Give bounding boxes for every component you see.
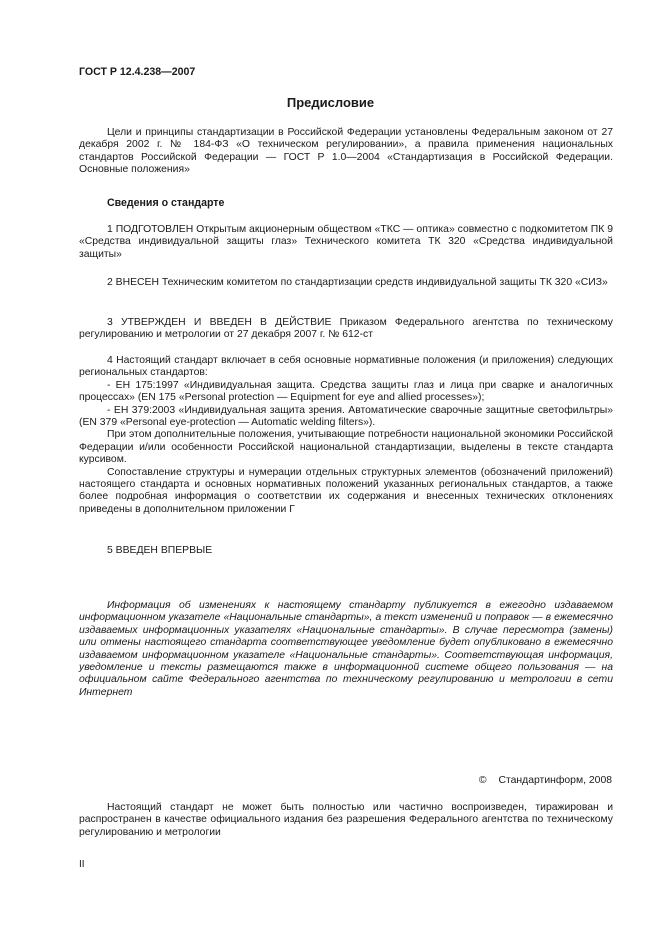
item-4-para-2: Сопоставление структуры и нумерации отдельных структурных элементов (обозначений приложений) настоящего стандарта и основных нормативных положений указанных региональных стандартов, а также более подробная информация о соответствии их содержания и внесенных технических отклонениях приведены в дополнительном приложении Г <box>79 466 613 515</box>
item-4-para-1: При этом дополнительные положения, учитывающие потребности национальной экономики Российской Федерации и/или особенности Российской национальной стандартизации, выделены в тексте стандарта курсивом. <box>79 429 613 466</box>
copyright-text: Стандартинформ, 2008 <box>498 775 612 786</box>
page-number: II <box>79 859 85 870</box>
copyright-symbol: © <box>478 775 487 786</box>
item-4-ref-1: - ЕН 175:1997 «Индивидуальная защита. Средства защиты глаз и лица при сварке и аналогичных процессах» (EN 175 «Personal protection — Equipment for eye and allied processes»); <box>79 379 613 404</box>
subheading: Сведения о стандарте <box>107 197 225 209</box>
page-title: Предисловие <box>286 95 375 110</box>
document-header: ГОСТ Р 12.4.238—2007 <box>79 66 196 78</box>
item-4 <box>79 355 613 516</box>
item-2: 2 ВНЕСЕН Техническим комитетом по стандартизации средств индивидуальной защиты ТК 320 «СИЗ» <box>107 277 608 288</box>
item-4-ref-2: - ЕН 379:2003 «Индивидуальная защита зрения. Автоматические сварочные защитные светофильтры» (EN 379 «Personal eye-protection — Automatic welding filters»). <box>79 404 613 429</box>
copyright-line <box>479 775 612 787</box>
intro-paragraph: Цели и принципы стандартизации в Российской Федерации установлены Федеральным законом от 27 декабря 2002 г. № 184-ФЗ «О техническом регулировании», а правила применения национальных стандартов Российской Федерации — ГОСТ Р 1.0—2004 «Стандартизация в Российской Федерации. Основные положения» <box>79 127 613 176</box>
item-5: 5 ВВЕДЕН ВПЕРВЫЕ <box>107 545 213 556</box>
changes-notice: Информация об изменениях к настоящему стандарту публикуется в ежегодно издаваемом информационном указателе «Национальные стандарты», а текст изменений и поправок — в ежемесячно издаваемых информационных указателях «Национальные стандарты». В случае пересмотра (замены) или отмены настоящего стандарта соответствующее уведомление будет опубликовано в ежемесячно издаваемом информационном указателе «Национальные стандарты». Соответствующая информация, уведомление и тексты размещаются также в информационной системе общего пользования — на официальном сайте Федерального агентства по техническому регулированию и метрологии в сети Интернет <box>79 600 613 698</box>
item-3: 3 УТВЕРЖДЕН И ВВЕДЕН В ДЕЙСТВИЕ Приказом Федерального агентства по техническому регулированию и метрологии от 27 декабря 2007 г. № 612-ст <box>79 317 613 341</box>
item-1: 1 ПОДГОТОВЛЕН Открытым акционерным обществом «ТКС — оптика» совместно с подкомитетом ПК 9 «Средства индивидуальной защиты глаз» Технического комитета ТК 320 «Средства индивидуальной защиты» <box>79 224 613 260</box>
reproduction-notice: Настоящий стандарт не может быть полностью или частично воспроизведен, тиражирован и распространен в качестве официального издания без разрешения Федерального агентства по техническому регулированию и метрологии <box>79 802 613 838</box>
item-4-lead: 4 Настоящий стандарт включает в себя основные нормативные положения (и приложения) следующих региональных стандартов: <box>79 355 613 379</box>
